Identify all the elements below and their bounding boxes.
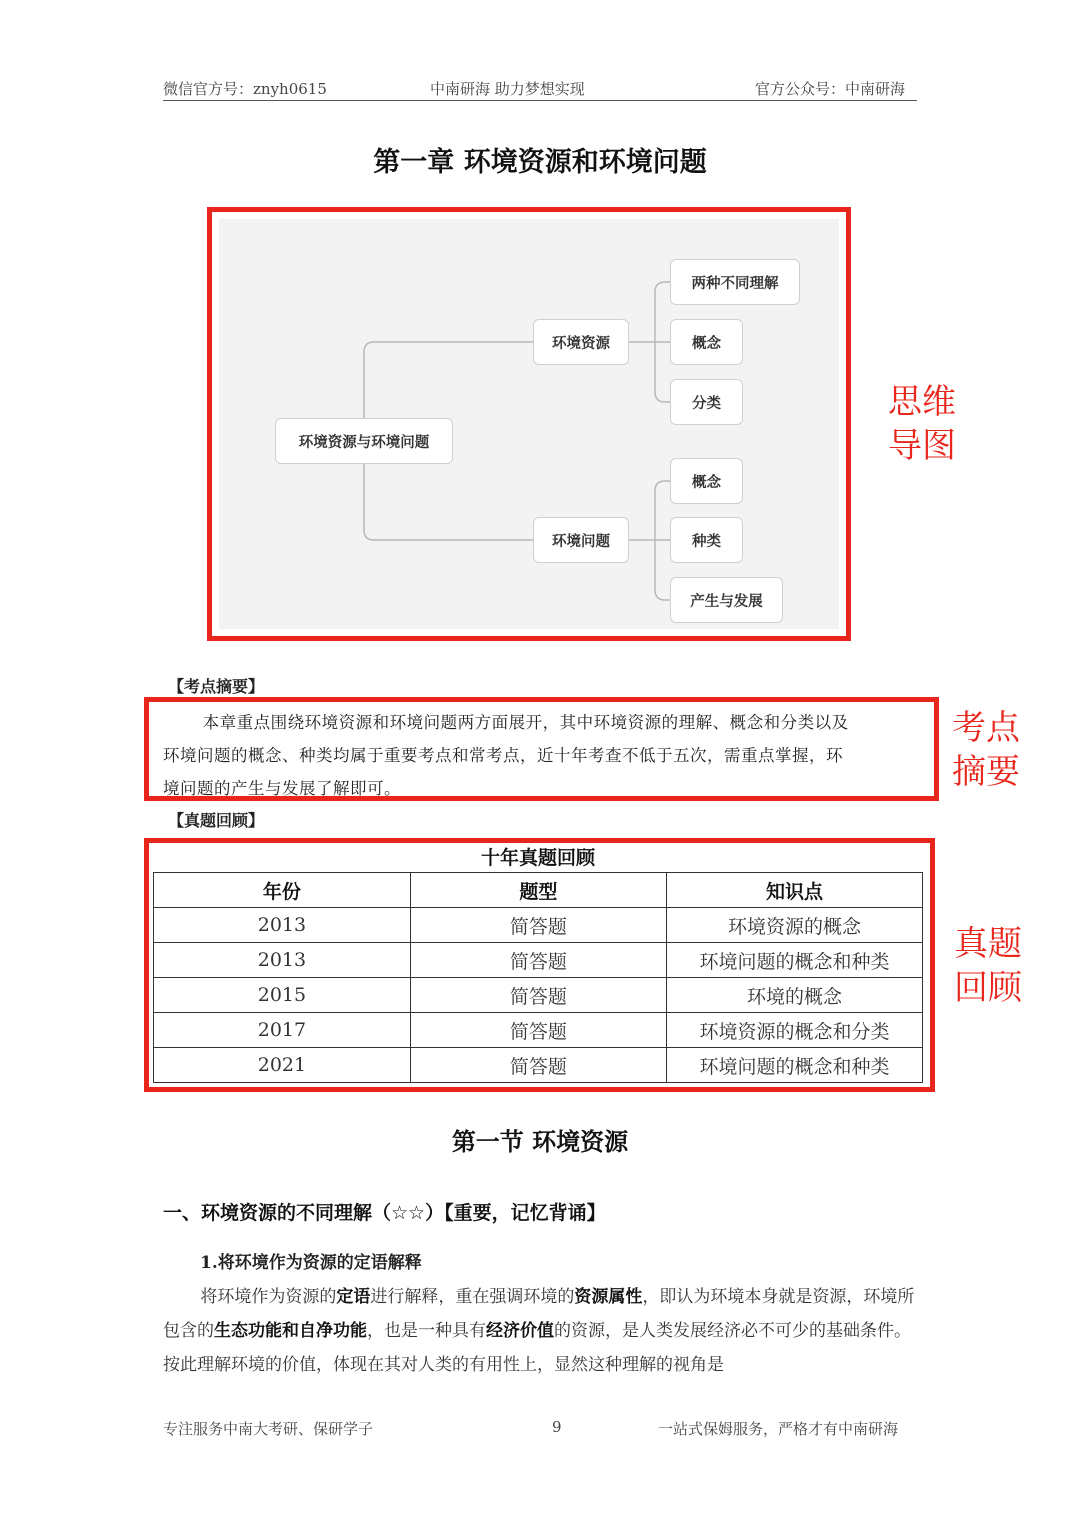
summary-text: 本章重点围绕环境资源和环境问题两方面展开，其中环境资源的理解、概念和分类以及 环境问题的概念、种类均属于重要考点和常考点，近十年考查不低于五次，需重点掌握，环 境问题的产生与发展了解即可。: [163, 713, 849, 798]
year-cell: 2013: [154, 908, 411, 943]
year-cell: 2015: [154, 978, 411, 1013]
topic-cell: 环境问题的概念和种类: [666, 943, 922, 978]
page-number: 9: [552, 1418, 562, 1436]
heading-level-1: 一、环境资源的不同理解（☆☆）【重要，记忆背诵】: [163, 1202, 606, 1224]
mindmap-leaf: 种类: [670, 517, 743, 563]
heading-level-2: 1.将环境作为资源的定语解释: [200, 1253, 422, 1273]
mindmap-branch-resources: 环境资源: [533, 319, 629, 365]
review-table: [153, 872, 923, 1083]
type-cell: 简答题: [410, 908, 666, 943]
header-center: 中南研海 助力梦想实现: [430, 80, 585, 98]
topic-cell: 环境资源的概念: [666, 908, 922, 943]
table-header-row: [154, 873, 923, 908]
body-paragraph: 将环境作为资源的定语进行解释，重在强调环境的资源属性，即认为环境本身就是资源，环境所包含的生态功能和自净功能，也是一种具有经济价值的资源，是人类发展经济必不可少的基础条件。按此理解环境的价值，体现在其对人类的有用性上，显然这种理解的视角是: [163, 1287, 915, 1375]
mindmap-leaf: 两种不同理解: [670, 259, 800, 305]
review-label: 【真题回顾】: [168, 811, 265, 830]
mindmap-leaf: 概念: [670, 458, 743, 504]
mindmap-annotation: 思维 导图: [888, 382, 956, 466]
table-row: [154, 1013, 923, 1048]
chapter-title: 第一章 环境资源和环境问题: [373, 147, 707, 178]
table-row: [154, 908, 923, 943]
mindmap-leaf: 分类: [670, 379, 743, 425]
mindmap-leaf: 概念: [670, 319, 743, 365]
mindmap-branch-problems: 环境问题: [533, 517, 629, 563]
header-right: 官方公众号：中南研海: [755, 80, 906, 98]
review-annotation: 真题 回顾: [954, 924, 1022, 1008]
type-cell: 简答题: [410, 943, 666, 978]
topic-cell: 环境问题的概念和种类: [666, 1048, 922, 1083]
header-cell: 年份: [154, 873, 411, 908]
table-row: [154, 943, 923, 978]
type-cell: 简答题: [410, 978, 666, 1013]
mindmap-root-node: 环境资源与环境问题: [275, 418, 453, 464]
topic-cell: 环境资源的概念和分类: [666, 1013, 922, 1048]
review-table-title: 十年真题回顾: [480, 847, 595, 869]
mindmap-leaf: 产生与发展: [670, 577, 783, 623]
table-row: [154, 1048, 923, 1083]
summary-annotation: 考点 摘要: [952, 708, 1020, 792]
section-title: 第一节 环境资源: [451, 1128, 629, 1156]
table-row: [154, 978, 923, 1013]
year-cell: 2013: [154, 943, 411, 978]
type-cell: 简答题: [410, 1048, 666, 1083]
year-cell: 2017: [154, 1013, 411, 1048]
year-cell: 2021: [154, 1048, 411, 1083]
header-cell: 知识点: [666, 873, 922, 908]
type-cell: 简答题: [410, 1013, 666, 1048]
footer-left: 专注服务中南大考研、保研学子: [163, 1420, 374, 1438]
footer-right: 一站式保姆服务，严格才有中南研海: [658, 1420, 899, 1438]
topic-cell: 环境的概念: [666, 978, 922, 1013]
header-cell: 题型: [410, 873, 666, 908]
header-left: 微信官方号：znyh0615: [163, 80, 327, 98]
summary-label: 【考点摘要】: [168, 677, 265, 696]
